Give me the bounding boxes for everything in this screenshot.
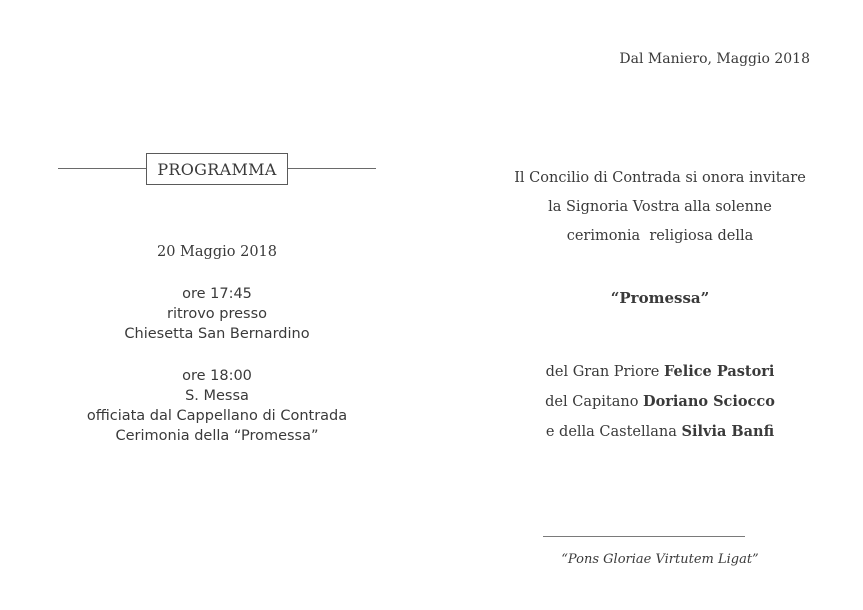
invitation-line-1: Il Concilio di Contrada si onora invitare (514, 170, 806, 186)
invitee-1-prefix: del Gran Priore (545, 364, 664, 380)
invitee-1-name: Felice Pastori (663, 363, 775, 380)
invitee-2-prefix: del Capitano (545, 394, 644, 410)
invitee-3-prefix: e della Castellana (545, 424, 682, 440)
program-block-2 (58, 366, 376, 446)
invitation-line-3: cerimonia religiosa della (566, 228, 754, 244)
invitees (470, 357, 850, 447)
block2-time: ore 18:00 (182, 368, 252, 384)
block1-time: ore 17:45 (182, 286, 252, 302)
block2-line-2: S. Messa (185, 388, 249, 404)
block1-line-3: Chiesetta San Bernardino (124, 326, 310, 342)
event-name: “Promessa” (610, 289, 710, 307)
invitation-text (470, 164, 850, 251)
motto: “Pons Gloriae Virtutem Ligat” (561, 552, 759, 567)
block1-line-2: ritrovo presso (167, 306, 267, 322)
program-title: PROGRAMMA (146, 153, 288, 185)
invitee-2 (470, 387, 850, 417)
place-date: Dal Maniero, Maggio 2018 (619, 51, 810, 67)
block2-line-4: Cerimonia della “Promessa” (115, 428, 319, 444)
motto-divider (543, 536, 745, 537)
invitee-3-name: Silvia Banfi (681, 423, 775, 440)
program-date: 20 Maggio 2018 (157, 244, 277, 260)
program-block-1 (58, 284, 376, 344)
invitee-2-name: Doriano Sciocco (643, 393, 775, 410)
invitation-line-2: la Signoria Vostra alla solenne (548, 199, 772, 215)
invitee-3 (470, 417, 850, 447)
block2-line-3: officiata dal Cappellano di Contrada (86, 408, 348, 424)
program-column (58, 150, 376, 444)
program-header (58, 150, 376, 190)
invitee-1 (470, 357, 850, 387)
